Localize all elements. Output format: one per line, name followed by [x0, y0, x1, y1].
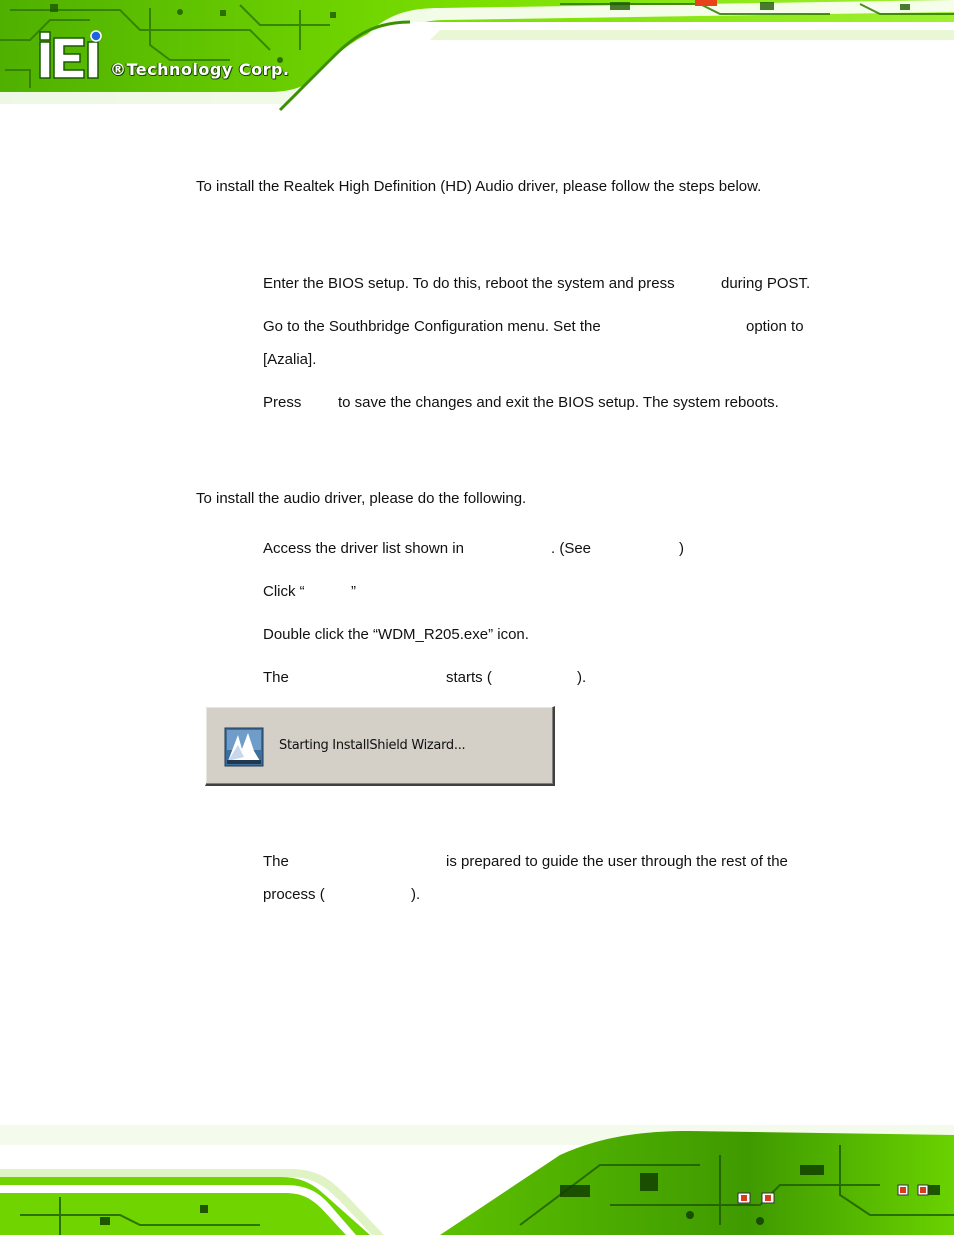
- bios-step-3-text: Press: [263, 394, 302, 411]
- installshield-icon: [224, 727, 264, 767]
- driver-step-2-close: ”: [351, 583, 356, 600]
- driver-step-3-text: Double click the “WDM_R205.exe” icon.: [263, 626, 529, 643]
- bios-step-2-suffix: option to: [746, 318, 804, 335]
- bios-step-1-text: Enter the BIOS setup. To do this, reboot the system and press: [263, 275, 675, 292]
- driver-intro: To install the audio driver, please do the following.: [196, 490, 527, 507]
- footer-banner: [0, 1125, 954, 1235]
- bios-step-2-text: Go to the Southbridge Configuration menu. Set the: [263, 318, 601, 335]
- bios-step-1-suffix: during POST.: [721, 275, 811, 292]
- logo-company-name: ®Technology Corp.: [110, 60, 290, 79]
- circuit-board-footer-graphic: [0, 1125, 954, 1235]
- bios-step-3-suffix: to save the changes and exit the BIOS setup. The system reboots.: [338, 394, 779, 411]
- installshield-starting-dialog: [205, 706, 555, 786]
- circuit-board-header-graphic: [0, 0, 954, 112]
- driver-step-2-text: Click “: [263, 583, 305, 600]
- hd-audio-intro: To install the Realtek High Definition (HD) Audio driver, please follow the steps below.: [196, 178, 762, 195]
- installshield-message: Starting InstallShield Wizard...: [279, 738, 466, 753]
- driver-step-4-text: The: [263, 669, 289, 686]
- driver-step-5-close: ).: [411, 886, 421, 903]
- driver-step-5-text: The: [263, 853, 289, 870]
- bios-step-2-value: [Azalia].: [263, 351, 317, 368]
- driver-step-1-text: Access the driver list shown in: [263, 540, 464, 557]
- header-banner: [0, 0, 954, 112]
- driver-step-5-guide: is prepared to guide the user through the rest of the: [446, 853, 788, 870]
- driver-step-4-close: ).: [577, 669, 587, 686]
- driver-step-1-see: . (See: [551, 540, 592, 557]
- driver-step-4-starts: starts (: [446, 669, 492, 686]
- iei-logo-icon: [38, 30, 108, 80]
- driver-step-1-close: ): [679, 540, 684, 557]
- driver-step-5-process: process (: [263, 886, 325, 903]
